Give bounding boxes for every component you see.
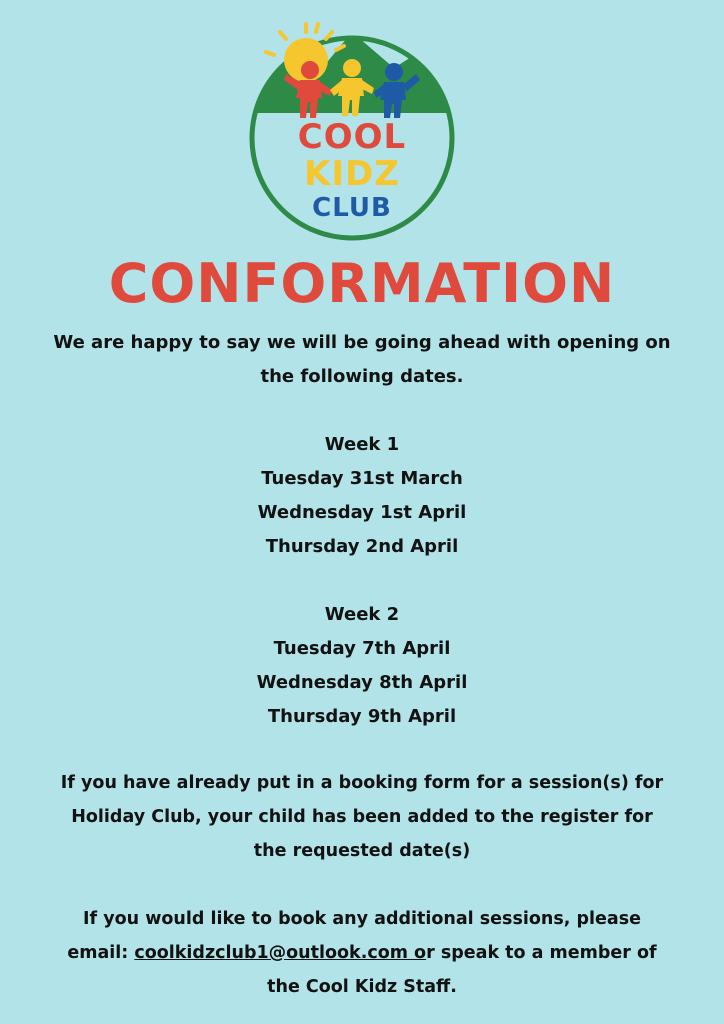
logo-text-kidz: KIDZ [304,154,400,194]
week-1-heading: Week 1 [324,434,400,455]
intro-line-2: the following dates. [260,366,464,387]
email-suffix: r speak to a member of [426,943,657,963]
intro-paragraph [0,326,724,394]
booking-paragraph [0,766,724,868]
week-2-dates [0,598,724,734]
week-2-heading: Week 2 [324,604,400,625]
page-title: CONFORMATION [108,252,616,315]
booking-line-1: If you have already put in a booking form for a session(s) for [60,773,664,793]
logo-text-cool: COOL [297,117,407,157]
week-2-day: Tuesday 7th April [273,638,451,659]
email-link[interactable]: coolkidzclub1@outlook.com o [134,943,427,963]
week-1-day: Wednesday 1st April [257,502,467,523]
additional-sessions-paragraph [0,902,724,1004]
additional-line-1: If you would like to book any additional sessions, please [83,909,641,929]
additional-line-3: the Cool Kidz Staff. [267,977,457,997]
booking-line-2: Holiday Club, your child has been added to the register for [71,807,653,827]
week-1-day: Tuesday 31st March [261,468,463,489]
cool-kidz-club-logo [244,18,460,242]
week-1-dates [0,428,724,564]
week-2-day: Thursday 9th April [267,706,457,727]
booking-line-3: the requested date(s) [253,841,471,861]
week-2-day: Wednesday 8th April [256,672,468,693]
logo-text-club: CLUB [312,193,392,223]
intro-line-1: We are happy to say we will be going ahead with opening on [53,332,671,353]
additional-line-2 [0,936,724,970]
week-1-day: Thursday 2nd April [265,536,459,557]
email-prefix: email: [67,943,135,963]
